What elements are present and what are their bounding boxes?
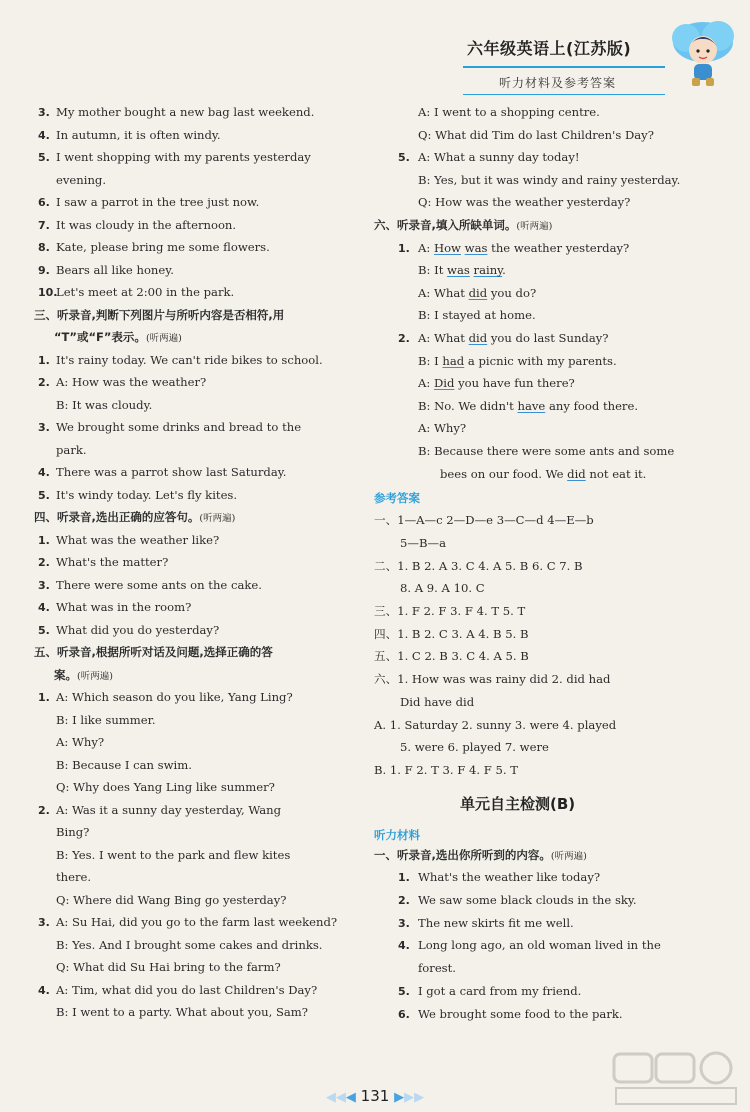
answer-line: B. 1. F 2. T 3. F 4. F 5. T	[374, 762, 518, 777]
item-text: A: What	[418, 331, 469, 345]
item-text: I went shopping with my parents yesterday	[56, 150, 311, 164]
answer-line: 8. A 9. A 10. C	[400, 581, 485, 596]
text-line	[374, 443, 674, 459]
item-number: 1.	[398, 241, 410, 255]
section-heading	[34, 644, 273, 660]
item-number: 2.	[38, 376, 50, 389]
text-line	[34, 262, 174, 279]
item-text: Q: What did Tim do last Children's Day?	[418, 127, 654, 142]
item-text: park.	[56, 442, 87, 457]
answer-blank: How	[433, 240, 461, 255]
item-number: 7.	[38, 218, 50, 232]
repeat-note: (听两遍)	[550, 850, 587, 862]
item-number: 9.	[38, 263, 50, 277]
item-number: 10.	[38, 286, 58, 299]
item-text: B: I like summer.	[56, 712, 156, 727]
item-text: .	[502, 263, 506, 278]
item-text: We brought some food to the park.	[418, 1006, 623, 1021]
text-line	[374, 983, 581, 1000]
text-line	[34, 554, 168, 571]
answer-blank: Did	[433, 376, 455, 391]
text-line	[34, 172, 106, 188]
answer-line: 六、1. How was was rainy did 2. did had	[374, 672, 611, 687]
item-text: What was in the room?	[56, 600, 192, 614]
item-text: A: Su Hai, did you go to the farm last weekend?	[56, 915, 338, 929]
text-line	[374, 104, 600, 120]
text-line	[34, 599, 191, 616]
answer-line: Did have did	[400, 694, 475, 709]
text-line	[374, 892, 637, 909]
text-line	[34, 419, 301, 436]
item-text: B: It	[418, 263, 448, 278]
text-line	[374, 466, 646, 482]
item-text: Kate, please bring me some flowers.	[56, 240, 270, 254]
item-text: There were some ants on the cake.	[56, 577, 262, 592]
item-number: 4.	[38, 128, 50, 142]
text-line	[34, 734, 104, 750]
repeat-note: (听两遍)	[199, 513, 236, 524]
item-text: there.	[56, 870, 92, 884]
section-heading-text: 案。	[54, 667, 77, 682]
header-rule	[463, 66, 665, 68]
text-line	[34, 779, 275, 795]
text-line	[34, 622, 219, 639]
item-text: A: Which season do you like, Yang Ling?	[56, 690, 293, 704]
item-number: 1.	[38, 353, 50, 367]
text-line	[374, 307, 536, 323]
item-text: you do?	[487, 285, 537, 300]
answer-blank: did	[468, 285, 488, 300]
book-subtitle: 听力材料及参考答案	[499, 76, 617, 90]
cloud-mascot-icon	[668, 14, 738, 90]
text-line	[374, 353, 617, 369]
arrow-left-light-icon: ◀	[325, 1090, 336, 1105]
answer-blank: did	[468, 331, 488, 345]
item-text: What's the weather like today?	[418, 870, 601, 885]
answer-blank: rainy	[473, 263, 503, 278]
text-line	[34, 487, 237, 504]
section-heading-text: 四、听录音,选出正确的应答句。	[34, 510, 200, 524]
item-number: 3.	[38, 578, 50, 592]
item-number: 3.	[38, 421, 50, 434]
text-line	[374, 194, 630, 210]
item-text: you do last Sunday?	[487, 331, 609, 345]
answers-title: 参考答案	[374, 491, 420, 506]
item-text: Q: Where did Wang Bing go yesterday?	[56, 892, 287, 907]
answer-line: 五、1. C 2. B 3. C 4. A 5. B	[374, 649, 529, 664]
item-text: not eat it.	[585, 466, 647, 481]
text-line	[374, 375, 575, 391]
item-number: 6.	[38, 196, 50, 209]
item-text: A: Why?	[418, 421, 467, 436]
item-number: 2.	[398, 332, 410, 345]
text-line	[34, 892, 286, 908]
text-line	[374, 937, 661, 954]
item-text: Let's meet at 2:00 in the park.	[56, 285, 235, 299]
item-text: forest.	[418, 961, 456, 976]
item-text: B: I stayed at home.	[418, 308, 536, 323]
repeat-note: (听两遍)	[77, 670, 113, 682]
text-line	[34, 802, 281, 819]
item-text: It was cloudy in the afternoon.	[56, 217, 237, 232]
text-line	[374, 262, 506, 278]
answer-blank: did	[567, 466, 586, 481]
item-text: A: I went to a shopping centre.	[418, 105, 600, 119]
text-line	[374, 330, 609, 347]
item-text: Q: Why does Yang Ling like summer?	[56, 780, 275, 794]
section-heading-text: 一、听录音,选出你所听到的内容。	[374, 847, 551, 862]
item-text: We brought some drinks and bread to the	[56, 420, 302, 434]
item-text: bees on our food. We	[440, 466, 568, 481]
text-line	[34, 442, 87, 458]
item-text: My mother bought a new bag last weekend.	[56, 105, 315, 119]
text-line	[34, 757, 192, 773]
text-line	[34, 374, 206, 391]
item-number: 3.	[38, 106, 50, 119]
item-text: B: I	[418, 353, 443, 368]
item-text: Bears all like honey.	[56, 262, 174, 277]
answer-line: 一、1—A—c 2—D—e 3—C—d 4—E—b	[374, 513, 594, 528]
text-line	[34, 577, 262, 594]
item-text: What was the weather like?	[56, 532, 220, 547]
text-line	[34, 464, 286, 481]
text-line	[34, 194, 259, 211]
answer-blank: have	[517, 398, 546, 413]
arrow-right-light-icon: ▶	[404, 1090, 415, 1105]
item-text: A:	[418, 240, 434, 255]
item-number: 2.	[398, 894, 410, 907]
text-line	[34, 239, 270, 256]
text-line	[34, 959, 281, 975]
text-line	[34, 712, 156, 728]
text-line	[34, 982, 317, 999]
item-number: 6.	[398, 1007, 410, 1021]
answer-blank: was	[447, 263, 470, 278]
text-line	[34, 104, 314, 121]
item-text: Q: How was the weather yesterday?	[418, 195, 631, 210]
answer-line: 5—B—a	[400, 535, 446, 550]
item-text: It's rainy today. We can't ride bikes to school.	[56, 352, 323, 367]
text-line	[34, 914, 337, 931]
item-text: A:	[418, 376, 434, 391]
text-line	[34, 397, 152, 413]
item-text: A: What a sunny day today!	[418, 150, 580, 165]
text-line	[374, 869, 600, 886]
text-line	[374, 915, 574, 932]
item-number: 5.	[398, 984, 410, 998]
text-line	[34, 937, 322, 953]
watermark-logo-icon	[612, 1050, 742, 1108]
item-number: 5.	[38, 151, 50, 164]
item-text: I got a card from my friend.	[418, 983, 582, 998]
text-line	[34, 1004, 308, 1020]
text-line	[374, 240, 629, 257]
text-line	[34, 149, 311, 166]
item-number: 2.	[38, 803, 50, 817]
section-heading	[54, 329, 182, 347]
item-number: 5.	[38, 623, 50, 637]
text-line	[34, 532, 219, 549]
item-number: 1.	[38, 533, 50, 547]
listening-title: 听力材料	[374, 827, 420, 842]
item-text: B: Because there were some ants and some	[418, 444, 675, 458]
section-heading	[54, 667, 113, 685]
item-number: 5.	[38, 488, 50, 502]
answer-line: 二、1. B 2. A 3. C 4. A 5. B 6. C 7. B	[374, 558, 583, 573]
item-text: A: Why?	[56, 735, 105, 749]
text-line	[34, 869, 91, 885]
item-number: 8.	[38, 241, 50, 254]
item-text: The new skirts fit me well.	[418, 915, 574, 930]
item-text: evening.	[56, 172, 107, 187]
text-line	[34, 127, 221, 144]
item-number: 5.	[398, 151, 410, 165]
answer-blank: had	[442, 353, 465, 368]
arrow-left-icon: ◀	[345, 1090, 356, 1105]
item-text: A: What	[418, 285, 469, 300]
text-line	[34, 217, 236, 234]
item-text: a picnic with my parents.	[464, 353, 617, 368]
text-line	[34, 824, 89, 840]
arrow-right-icon: ▶	[394, 1090, 405, 1105]
book-title: 六年级英语上(江苏版)	[467, 39, 632, 58]
answer-line: 四、1. B 2. C 3. A 4. B 5. B	[374, 626, 529, 641]
item-text: B: Yes, but it was windy and rainy yesterday.	[418, 172, 681, 187]
text-line	[374, 1006, 623, 1023]
item-text: B: It was cloudy.	[56, 397, 153, 412]
item-text: There was a parrot show last Saturday.	[56, 465, 287, 479]
item-text: any food there.	[545, 398, 639, 413]
text-line	[34, 352, 323, 369]
section-heading-text: 六、听录音,填入所缺单词。	[374, 218, 517, 232]
section-heading-text: “T”或“F”表示。	[54, 330, 146, 344]
item-text: It's windy today. Let's fly kites.	[56, 487, 238, 502]
section-heading	[374, 847, 587, 865]
item-text: A: Tim, what did you do last Children's Day?	[56, 982, 318, 997]
text-line	[34, 847, 290, 863]
item-number: 3.	[38, 916, 50, 929]
item-text: A: Was it a sunny day yesterday, Wang	[56, 802, 282, 817]
item-text: B: I went to a party. What about you, Sam?	[56, 1005, 309, 1019]
item-number: 3.	[398, 916, 410, 930]
text-line	[374, 398, 638, 414]
text-line	[34, 284, 234, 301]
answer-line: 5. were 6. played 7. were	[400, 740, 549, 755]
item-text: What did you do yesterday?	[56, 622, 220, 637]
section-heading-text: 三、听录音,判断下列图片与所听内容是否相符,用	[34, 307, 285, 322]
item-text: In autumn, it is often windy.	[56, 127, 221, 142]
section-heading	[34, 509, 235, 527]
text-line	[374, 149, 580, 166]
item-text: B: Because I can swim.	[56, 757, 192, 772]
item-text: Long long ago, an old woman lived in the	[418, 938, 661, 953]
item-text: you have fun there?	[454, 376, 575, 391]
item-text: Q: What did Su Hai bring to the farm?	[56, 960, 281, 974]
arrow-right-light-icon: ▶	[414, 1090, 425, 1105]
section-heading	[374, 217, 552, 235]
item-number: 1.	[38, 691, 50, 704]
header-rule-thin	[463, 94, 665, 95]
text-line	[374, 420, 466, 436]
item-number: 4.	[38, 466, 50, 479]
item-number: 2.	[38, 556, 50, 569]
section-heading-text: 五、听录音,根据所听对话及问题,选择正确的答	[34, 645, 273, 659]
item-text: Bing?	[56, 825, 90, 839]
item-number: 4.	[38, 601, 50, 614]
repeat-note: (听两遍)	[145, 333, 182, 344]
item-text: I saw a parrot in the tree just now.	[56, 195, 260, 209]
item-text: B: Yes. I went to the park and flew kites	[56, 847, 291, 862]
item-number: 4.	[38, 983, 50, 997]
text-line	[374, 285, 536, 301]
item-text: What's the matter?	[56, 555, 169, 569]
item-text: A: How was the weather?	[56, 375, 207, 389]
text-line	[34, 689, 293, 706]
item-number: 4.	[398, 939, 410, 953]
item-number: 1.	[398, 871, 410, 885]
item-text: B: Yes. And I brought some cakes and drinks.	[56, 937, 323, 952]
repeat-note: (听两遍)	[516, 221, 553, 232]
page-number: 131	[360, 1087, 390, 1105]
answer-blank: was	[464, 240, 488, 255]
arrow-left-light-icon: ◀	[335, 1090, 346, 1105]
item-text: B: No. We didn't	[418, 398, 518, 413]
text-line	[374, 127, 654, 143]
answer-line: 三、1. F 2. F 3. F 4. T 5. T	[374, 604, 526, 618]
unit-title: 单元自主检测(B)	[460, 794, 576, 813]
text-line	[374, 172, 680, 188]
section-heading	[34, 307, 284, 323]
text-line	[374, 960, 456, 976]
item-text: the weather yesterday?	[487, 240, 630, 255]
item-text: We saw some black clouds in the sky.	[418, 893, 637, 907]
answer-line: A. 1. Saturday 2. sunny 3. were 4. played	[374, 717, 617, 732]
